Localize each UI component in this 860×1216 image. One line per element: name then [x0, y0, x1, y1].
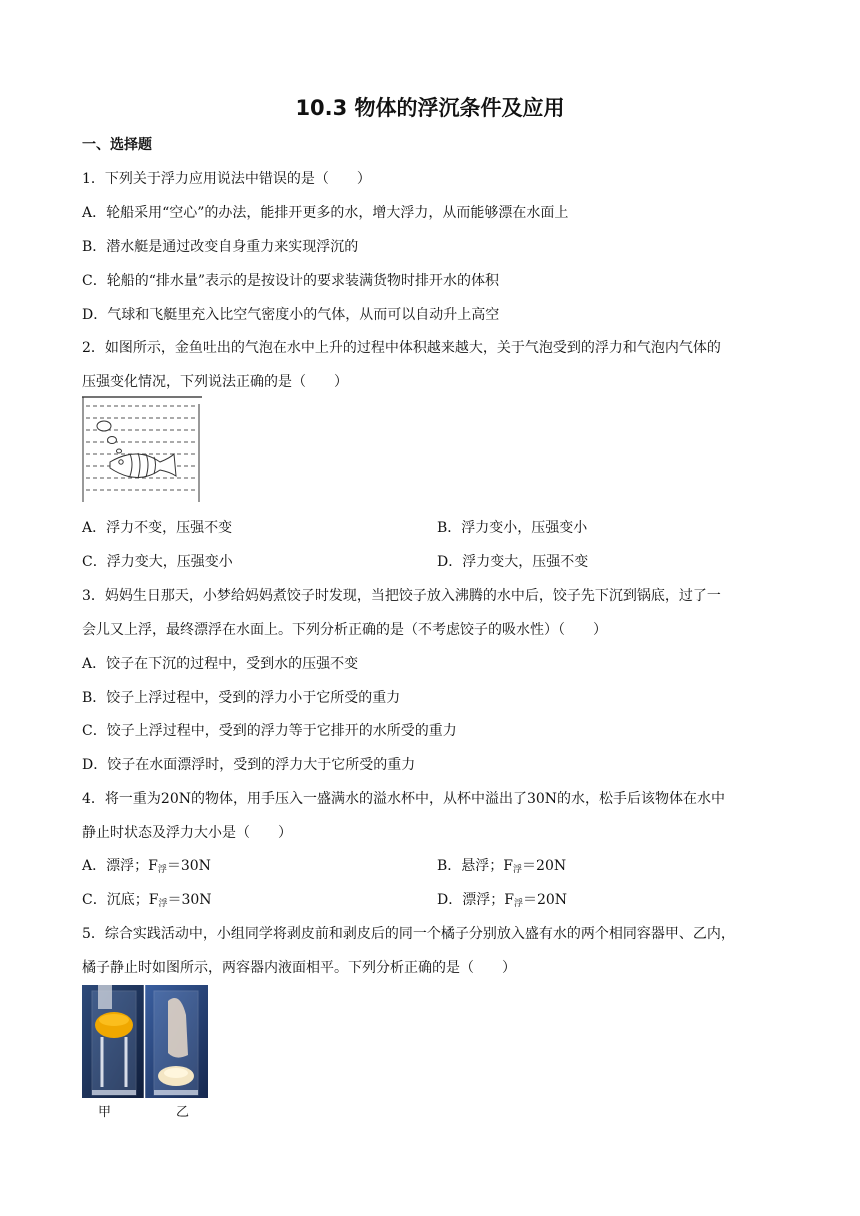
question-4-option-d	[437, 891, 567, 913]
option-text: D．漂浮；F	[437, 892, 514, 908]
bubble-medium	[108, 437, 117, 444]
question-4-stem-line2: 静止时状态及浮力大小是（ ）	[82, 825, 292, 841]
question-4-option-a	[82, 857, 211, 879]
question-3-stem-line2: 会儿又上浮，最终漂浮在水面上。下列分析正确的是（不考虑饺子的吸水性）（ ）	[82, 622, 607, 638]
container-label-left: 甲	[98, 1105, 112, 1120]
question-2-option-b: B．浮力变小，压强变小	[437, 520, 588, 536]
question-5-stem-line1: 5．综合实践活动中，小组同学将剥皮前和剥皮后的同一个橘子分别放入盛有水的两个相同容器甲、乙内，	[82, 926, 735, 942]
question-3-option-d: D．饺子在水面漂浮时，受到的浮力大于它所受的重力	[82, 757, 416, 773]
option-text: B．悬浮；F	[437, 858, 514, 874]
question-1-option-c: C．轮船的“排水量”表示的是按设计的要求装满货物时排开水的体积	[82, 273, 500, 289]
subscript: 浮	[157, 865, 167, 875]
question-1-option-d: D．气球和飞艇里充入比空气密度小的气体，从而可以自动升上高空	[82, 307, 500, 323]
question-2-option-d: D．浮力变大，压强不变	[437, 554, 589, 570]
bubble-small	[117, 449, 122, 453]
question-4-option-c	[82, 891, 212, 913]
page-title: 10.3 物体的浮沉条件及应用	[295, 96, 565, 120]
container-label-right: 乙	[176, 1105, 190, 1120]
question-4-option-b	[437, 857, 566, 879]
bubble-large	[97, 421, 111, 431]
question-5-stem-line2: 橘子静止时如图所示，两容器内液面相平。下列分析正确的是（ ）	[82, 960, 516, 976]
question-1-option-a: A．轮船采用“空心”的办法，能排开更多的水，增大浮力，从而能够漂在水面上	[82, 205, 569, 221]
question-4-stem-line1: 4．将一重为20N的物体，用手压入一盛满水的溢水杯中，从杯中溢出了30N的水，松手后该物体在水中	[82, 791, 726, 807]
subscript: 浮	[158, 899, 168, 909]
subscript: 浮	[513, 899, 523, 909]
question-2-stem-line2: 压强变化情况，下列说法正确的是（ ）	[82, 374, 348, 390]
question-3-option-b: B．饺子上浮过程中，受到的浮力小于它所受的重力	[82, 690, 401, 706]
question-2-option-a: A．浮力不变，压强不变	[82, 520, 233, 536]
question-1-option-b: B．潜水艇是通过改变自身重力来实现浮沉的	[82, 239, 359, 255]
option-value: ＝20N	[522, 892, 568, 908]
subscript: 浮	[513, 865, 523, 875]
question-2-option-c: C．浮力变大，压强变小	[82, 554, 233, 570]
option-text: A．漂浮；F	[82, 858, 158, 874]
orange-containers-photo	[82, 985, 208, 1098]
question-3-stem-line1: 3．妈妈生日那天，小梦给妈妈煮饺子时发现，当把饺子放入沸腾的水中后，饺子先下沉到锅底，过了一	[82, 588, 721, 604]
option-value: ＝30N	[166, 858, 211, 874]
goldfish-bubbles-figure	[82, 396, 202, 504]
option-value: ＝20N	[522, 858, 567, 874]
question-3-option-a: A．饺子在下沉的过程中，受到水的压强不变	[82, 656, 359, 672]
section-heading: 一、选择题	[82, 137, 152, 153]
question-2-stem-line1: 2．如图所示，金鱼吐出的气泡在水中上升的过程中体积越来越大，关于气泡受到的浮力和气泡内气体的	[82, 340, 721, 356]
option-text: C．沉底；F	[82, 892, 159, 908]
question-3-option-c: C．饺子上浮过程中，受到的浮力等于它排开的水所受的重力	[82, 723, 457, 739]
question-1-stem: 1．下列关于浮力应用说法中错误的是（ ）	[82, 171, 371, 187]
fish-body-icon	[110, 454, 176, 478]
option-value: ＝30N	[167, 892, 212, 908]
